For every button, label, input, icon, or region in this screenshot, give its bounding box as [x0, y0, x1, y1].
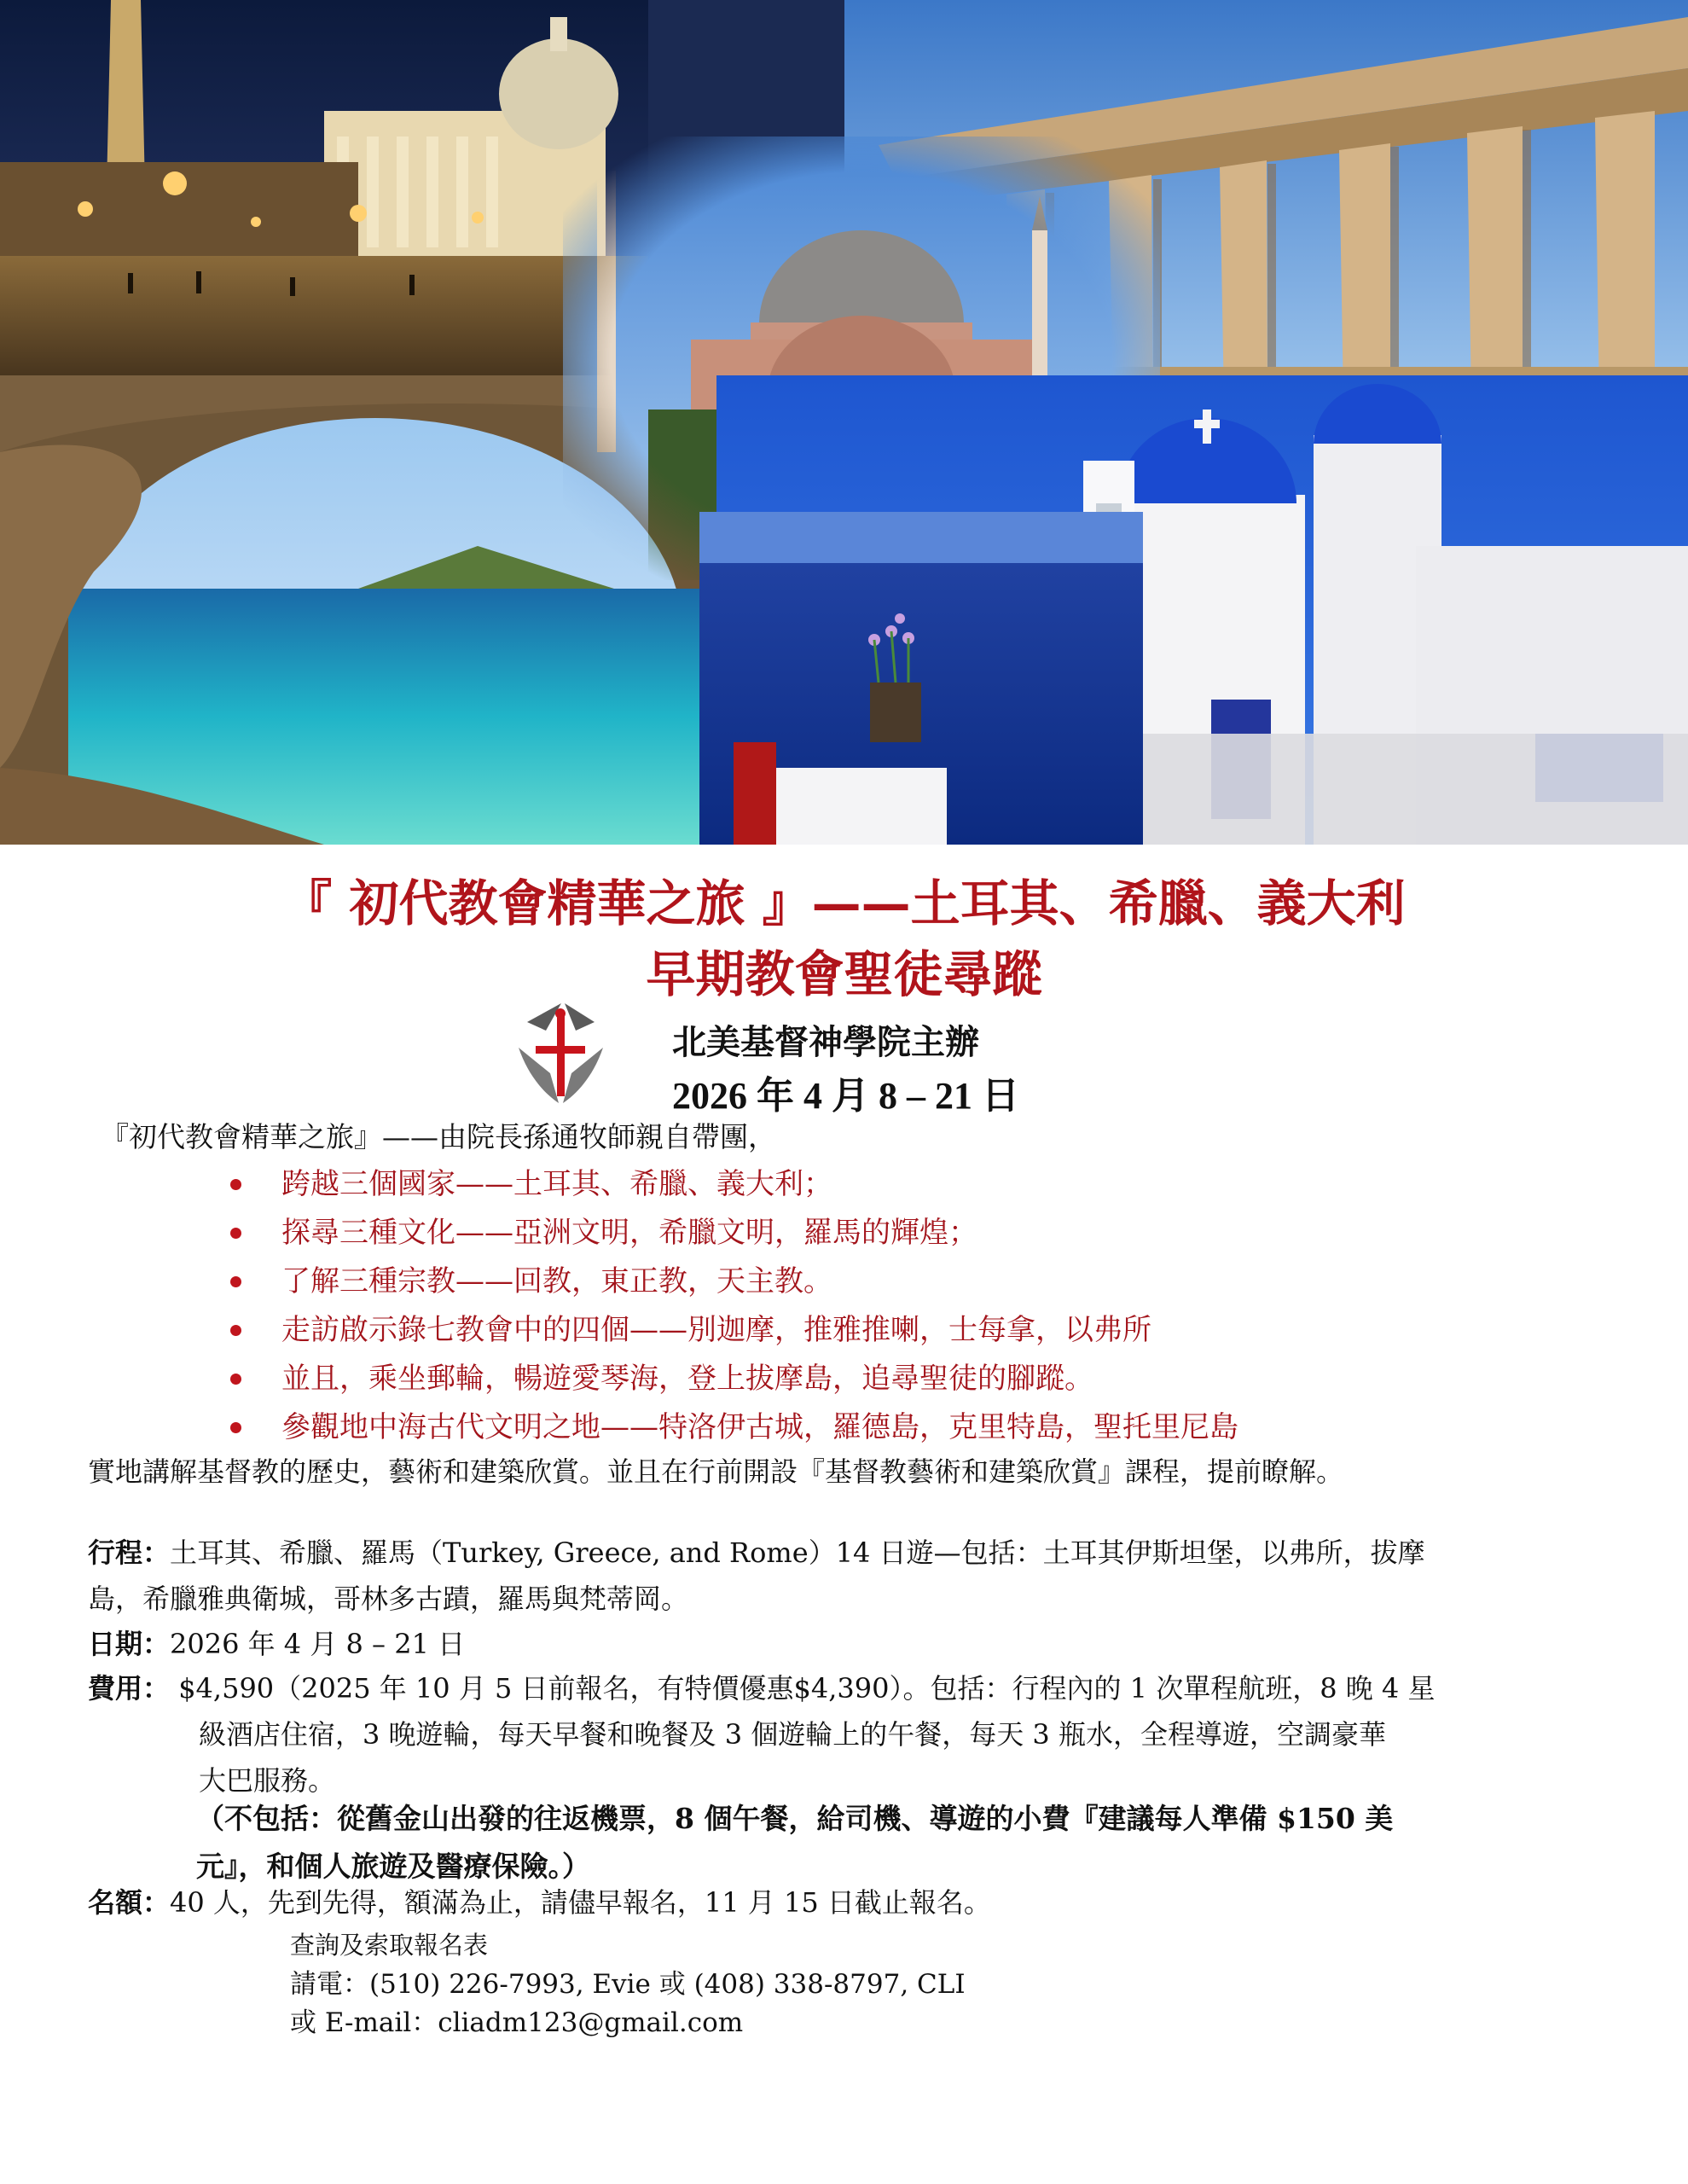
trip-dates: 2026 年 4 月 8 – 21 日 [672, 1075, 1019, 1117]
bullet-icon [230, 1422, 241, 1433]
summary-text: 實地講解基督教的歷史，藝術和建築欣賞。並且在行前開設『基督教藝術和建築欣賞』課程，提前瞭解。 [88, 1455, 1344, 1488]
seminary-logo [512, 996, 610, 1107]
fee-text-line3: 大巴服務。 [199, 1764, 336, 1797]
route-text-line1: 土耳其、希臘、羅馬（Turkey, Greece, and Rome）14 日遊—包括：土耳其伊斯坦堡，以弗所，拔摩 [170, 1536, 1425, 1569]
page-subtitle: 早期教會聖徒尋蹤 [646, 945, 1042, 1003]
page-title: 『 初代教會精華之旅 』——土耳其、希臘、義大利 [282, 874, 1406, 932]
date-section [88, 1621, 1615, 1667]
quota-label: 名額： [88, 1886, 171, 1919]
highlight-item [281, 1160, 1238, 1209]
fee-text-line2: 級酒店住宿，3 晚遊輪，每天早餐和晚餐及 3 個遊輪上的午餐，每天 3 瓶水，全程導遊，空調豪華 [199, 1718, 1386, 1751]
route-text-line2: 島，希臘雅典衛城，哥林多古蹟，羅馬與梵蒂岡。 [88, 1583, 689, 1615]
fee-label: 費用： [88, 1672, 171, 1705]
bullet-icon [230, 1325, 241, 1336]
route-section [88, 1530, 1615, 1622]
fee-section [88, 1665, 1615, 1804]
highlight-item [281, 1258, 1238, 1306]
photo-collage [0, 0, 1688, 845]
highlight-text: 探尋三種文化——亞洲文明，希臘文明，羅馬的輝煌； [281, 1216, 977, 1250]
quota-value: 40 人，先到先得，額滿為止，請儘早報名，11 月 15 日截止報名。 [170, 1886, 991, 1919]
highlight-text: 並且，乘坐郵輪，暢遊愛琴海，登上拔摩島，追尋聖徒的腳蹤。 [281, 1362, 1093, 1396]
exclusions-note [196, 1795, 1612, 1891]
date-value: 2026 年 4 月 8 – 21 日 [170, 1628, 466, 1660]
aegean-sea-photo [699, 512, 1143, 845]
exclusions-line2: 元』，和個人旅遊及醫療保險。） [196, 1850, 590, 1883]
highlight-item [281, 1355, 1238, 1403]
highlight-text: 走訪啟示錄七教會中的四個——別迦摩，推雅推喇，士每拿，以弗所 [281, 1313, 1151, 1347]
quota-section [88, 1879, 1615, 1926]
bullet-icon [230, 1374, 241, 1385]
bullet-icon [230, 1276, 241, 1287]
highlight-item [281, 1403, 1238, 1452]
highlight-item [281, 1306, 1238, 1355]
highlight-item [281, 1209, 1238, 1258]
highlight-text: 跨越三個國家——土耳其、希臘、義大利； [281, 1167, 832, 1201]
date-label: 日期： [88, 1628, 171, 1660]
contact-phone: 請電：(510) 226-7993, Evie 或 (408) 338-8797, CLI [290, 1969, 966, 2000]
contact-heading: 查詢及索取報名表 [290, 1931, 489, 1960]
vatican-night-photo [0, 0, 648, 401]
bullet-icon [230, 1179, 241, 1190]
highlights-list [281, 1160, 1238, 1452]
exclusions-line1: （不包括：從舊金山出發的往返機票，8 個午餐，給司機、導遊的小費『建議每人準備 $150 美 [196, 1802, 1394, 1835]
route-label: 行程： [88, 1536, 171, 1569]
highlight-text: 了解三種宗教——回教，東正教，天主教。 [281, 1264, 832, 1298]
contact-email[interactable]: 或 E-mail：cliadm123@gmail.com [290, 2007, 744, 2038]
intro-text: 『初代教會精華之旅』——由院長孫通牧師親自帶團， [101, 1120, 776, 1153]
fee-text-line1: $4,590（2025 年 10 月 5 日前報名，有特價優惠$4,390）。包括：行程內的 1 次單程航班，8 晚 4 星 [170, 1672, 1436, 1705]
bullet-icon [230, 1228, 241, 1239]
highlight-text: 參觀地中海古代文明之地——特洛伊古城，羅德島，克里特島，聖托里尼島 [281, 1410, 1238, 1444]
organizer-name: 北美基督神學院主辦 [672, 1023, 979, 1062]
